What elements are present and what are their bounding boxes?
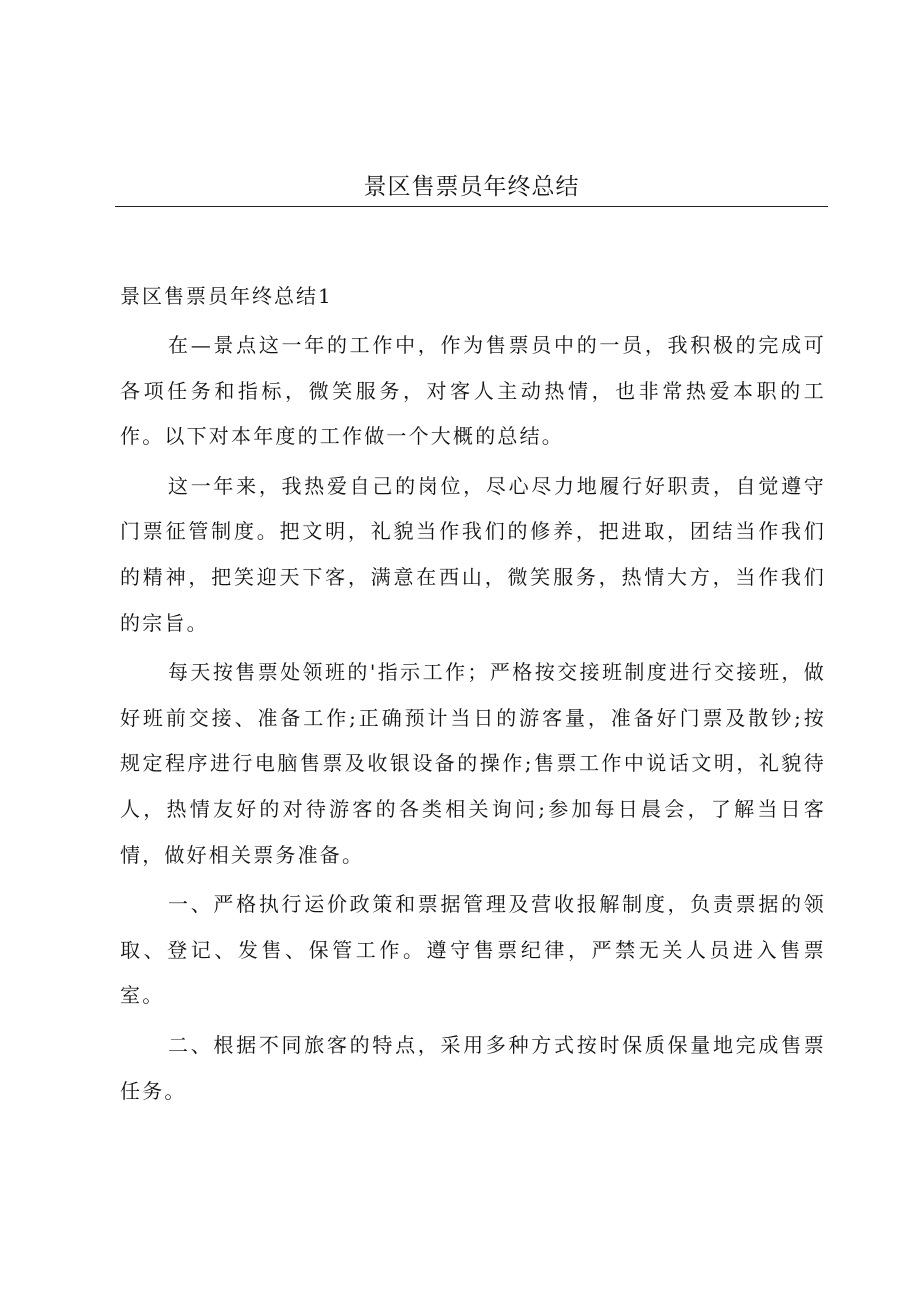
paragraph: 一、严格执行运价政策和票据管理及营收报解制度，负责票据的领取、登记、发售、保管工作。遵守售票纪律，严禁无关人员进入售票室。 xyxy=(120,892,826,1008)
section-heading: 景区售票员年终总结1 xyxy=(120,284,333,308)
paragraph: 每天按售票处领班的'指示工作；严格按交接班制度进行交接班，做好班前交接、准备工作;正确预计当日的游客量，准备好门票及散钞;按规定程序进行电脑售票及收银设备的操作;售票工作中说话文明，礼貌待人，热情友好的对待游客的各类相关询问;参加每日晨会，了解当日客情，做好相关票务准备。 xyxy=(120,660,826,867)
paragraph: 二、根据不同旅客的特点，采用多种方式按时保质保量地完成售票任务。 xyxy=(120,1032,826,1103)
paragraph: 这一年来，我热爱自己的岗位，尽心尽力地履行好职责，自觉遵守门票征管制度。把文明，礼貌当作我们的修养，把进取，团结当作我们的精神，把笑迎天下客，满意在西山，微笑服务，热情大方，当作我们的宗旨。 xyxy=(120,473,826,635)
document-title: 景区售票员年终总结 xyxy=(363,174,580,200)
body-text xyxy=(120,323,826,1118)
title-underline xyxy=(115,206,828,207)
paragraph: 在—景点这一年的工作中，作为售票员中的一员，我积极的完成可各项任务和指标，微笑服务，对客人主动热情，也非常热爱本职的工作。以下对本年度的工作做一个大概的总结。 xyxy=(120,333,826,449)
